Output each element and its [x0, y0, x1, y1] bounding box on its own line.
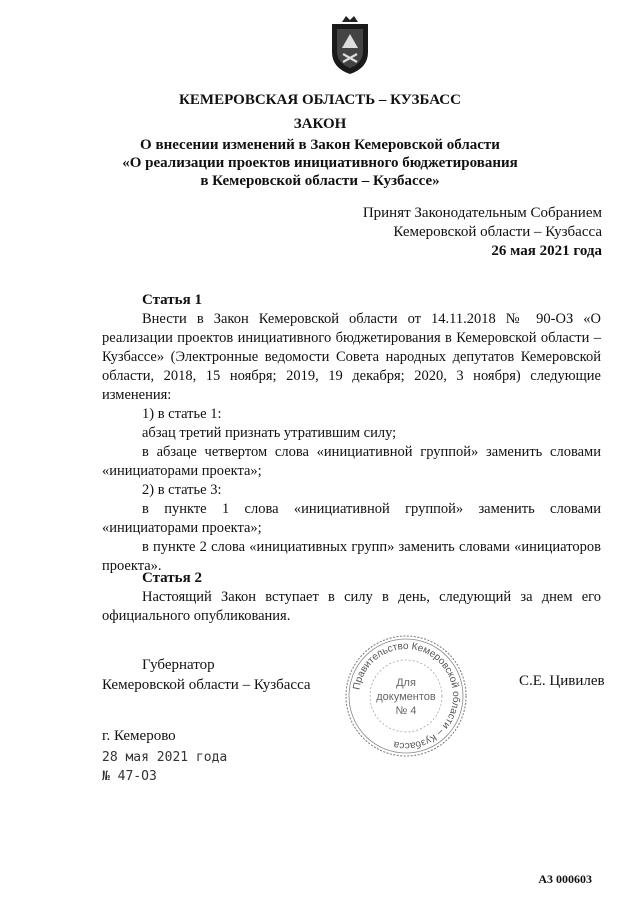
adopted-by-line: Принят Законодательным Собранием [362, 205, 602, 221]
city-name: г. Кемерово [102, 728, 176, 744]
article-1-subitem: в абзаце четвертом слова «инициативной группой» заменить словами «инициаторами проекта»; [102, 444, 601, 479]
typed-date-and-number [102, 748, 227, 786]
article-1-body [102, 310, 601, 576]
law-title-line: «О реализации проектов инициативного бюджетирования [122, 155, 518, 171]
typed-number: № 47-ОЗ [102, 769, 157, 784]
article-1-subitem: в пункте 1 слова «инициативной группой» заменить словами «инициаторами проекта»; [102, 501, 601, 536]
adopted-by-line: Кемеровской области – Кузбасса [393, 224, 602, 240]
governor-region: Кемеровской области – Кузбасса [102, 677, 311, 693]
article-1-item: 2) в статье 3: [142, 482, 222, 498]
document-type: ЗАКОН [293, 116, 347, 132]
article-1-item: 1) в статье 1: [142, 406, 222, 422]
governor-title: Губернатор [142, 657, 215, 673]
article-1-subitem: в пункте 2 слова «инициативных групп» заменить словами «инициаторов проекта». [102, 539, 601, 574]
article-1-heading: Статья 1 [142, 292, 202, 308]
official-stamp [342, 632, 470, 760]
article-1-subitem: абзац третий признать утратившим силу; [142, 425, 397, 441]
stamp-inner-line: Для [396, 677, 416, 689]
coat-of-arms-emblem [328, 14, 372, 76]
article-2-body [102, 588, 601, 626]
governor-position [102, 655, 311, 695]
stamp-inner-line: № 4 [395, 705, 417, 717]
adoption-date: 26 мая 2021 года [491, 243, 602, 259]
article-1-intro: Внести в Закон Кемеровской области от 14.11.2018 № 90-ОЗ «О реализации проектов инициативного бюджетирования в Кемеровской области – Кузбассе» (Электронные ведомости Совета народных депутатов Кемеровской области, 2018, 15 ноября; 2019, 19 декабря; 2020, 3 ноября) следующие изменения: [102, 311, 601, 403]
governor-name: С.Е. Цивилев [519, 673, 605, 689]
article-2-heading: Статья 2 [142, 570, 202, 586]
law-title-line: О внесении изменений в Закон Кемеровской области [140, 137, 500, 153]
law-title [0, 136, 640, 190]
form-code: А3 000603 [538, 872, 592, 886]
stamp-ring-text: Правительство Кемеровской области – Кузбасса [351, 640, 462, 752]
typed-date: 28 мая 2021 года [102, 750, 228, 765]
adoption-block [363, 204, 602, 261]
law-title-line: в Кемеровской области – Кузбассе» [200, 173, 440, 189]
article-2-text: Настоящий Закон вступает в силу в день, следующий за днем его официального опубликования. [102, 589, 601, 624]
region-title: КЕМЕРОВСКАЯ ОБЛАСТЬ – КУЗБАСС [179, 92, 461, 108]
stamp-inner-line: документов [376, 691, 436, 703]
